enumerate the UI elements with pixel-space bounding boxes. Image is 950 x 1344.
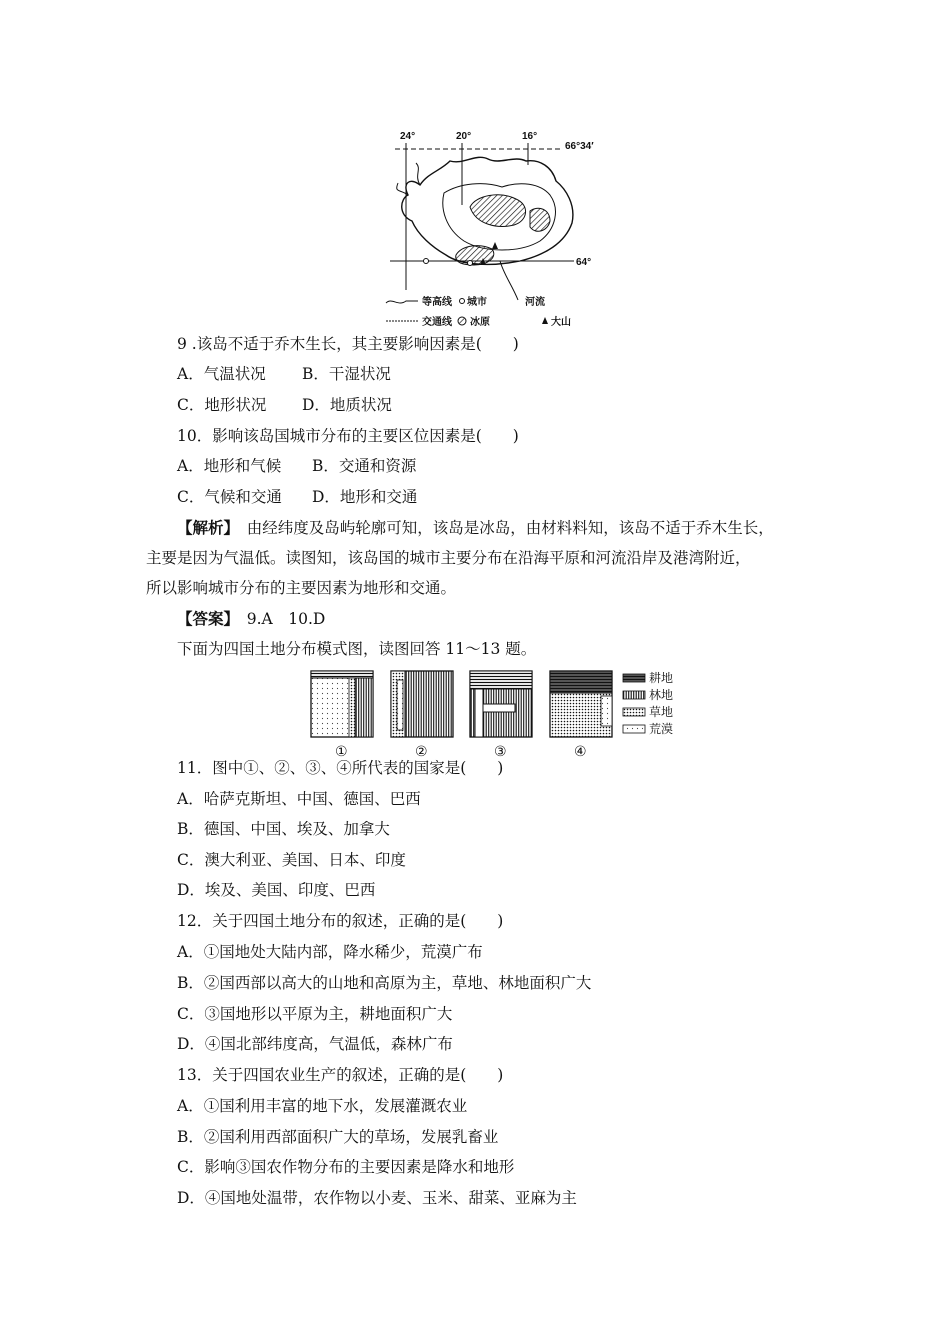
land-panel-2 — [391, 671, 453, 737]
q12-option-d: D．④国北部纬度高，气温低，森林广布 — [177, 1035, 453, 1053]
mountain-marker — [492, 242, 498, 249]
q9-stem: 9 .该岛不适于乔木生长，其主要影响因素是( ) — [177, 335, 519, 353]
analysis-line-1 — [177, 518, 774, 538]
contour-legend-icon — [386, 301, 418, 303]
mountain-legend-icon — [542, 317, 548, 324]
ice-cap-east — [530, 208, 550, 231]
legend-forest: 林地 — [649, 688, 674, 702]
city-marker — [424, 259, 429, 264]
q10-option-d: D．地形和交通 — [312, 488, 418, 506]
analysis-label: 【解析】 — [177, 518, 232, 537]
q12-option-a: A．①国地处大陆内部，降水稀少，荒漠广布 — [177, 943, 483, 961]
q11-option-a: A．哈萨克斯坦、中国、德国、巴西 — [177, 790, 421, 808]
legend-ice: 冰原 — [470, 317, 490, 328]
q10-option-b: B．交通和资源 — [312, 457, 417, 475]
ice-cap-south — [456, 246, 494, 265]
legend-mountain: 大山 — [551, 317, 571, 328]
panel-label-2: ② — [415, 743, 428, 759]
land-use-figure — [305, 666, 685, 762]
q11-option-b: B．德国、中国、埃及、加拿大 — [177, 820, 390, 838]
city-marker — [468, 261, 473, 266]
analysis-text-3: 所以影响城市分布的主要因素为地形和交通。 — [146, 579, 457, 597]
q13-option-d: D．④国地处温带，农作物以小麦、玉米、甜菜、亚麻为主 — [177, 1189, 577, 1207]
legend-farmland: 耕地 — [649, 671, 674, 685]
legend-city: 城市 — [467, 297, 487, 308]
lon-label-24: 24° — [400, 131, 416, 142]
panel-label-3: ③ — [494, 743, 507, 759]
q11-stem: 11．图中①、②、③、④所代表的国家是( ) — [177, 759, 504, 777]
q11-option-d: D．埃及、美国、印度、巴西 — [177, 881, 376, 899]
q12-stem: 12．关于四国土地分布的叙述，正确的是( ) — [177, 912, 504, 930]
analysis-text-1: 由经纬度及岛屿轮廓可知，该岛是冰岛，由材料料知，该岛不适于乔木生长， — [231, 519, 774, 537]
q11-13-intro: 下面为四国土地分布模式图，读图回答 11～13 题。 — [177, 640, 537, 658]
fjord-lines — [397, 163, 420, 195]
legend-river: 河流 — [525, 297, 545, 308]
legend-desert: 荒漠 — [649, 722, 674, 736]
q10-stem: 10．影响该岛国城市分布的主要区位因素是( ) — [177, 427, 519, 445]
analysis-text-2: 主要是因为气温低。读图知，该岛国的城市主要分布在沿海平原和河流沿岸及港湾附近， — [146, 549, 751, 567]
legend-grassland: 草地 — [649, 705, 674, 719]
q13-stem: 13．关于四国农业生产的叙述，正确的是( ) — [177, 1066, 504, 1084]
q11-option-c: C．澳大利亚、美国、日本、印度 — [177, 851, 406, 869]
land-panel-4 — [550, 671, 612, 737]
q13-option-a: A．①国利用丰富的地下水，发展灌溉农业 — [177, 1097, 468, 1115]
lon-label-20: 20° — [456, 131, 472, 142]
legend-transport: 交通线 — [422, 317, 452, 328]
legend-forest-swatch — [623, 691, 645, 699]
answer-line — [177, 609, 325, 629]
river-line — [500, 261, 518, 300]
land-panel-1 — [311, 671, 373, 737]
answer-text: 9.A 10.D — [231, 610, 326, 628]
q10-option-a: A．地形和气候 — [177, 457, 282, 475]
q12-option-b: B．②国西部以高大的山地和高原为主，草地、林地面积广大 — [177, 974, 592, 992]
panel-label-1: ① — [335, 743, 348, 759]
q9-option-d: D．地质状况 — [302, 396, 392, 414]
iceland-map-figure — [380, 125, 610, 330]
answer-label: 【答案】 — [177, 609, 232, 628]
land-panel-3 — [470, 671, 532, 737]
q10-option-c: C．气候和交通 — [177, 488, 282, 506]
q9-option-b: B．干湿状况 — [302, 365, 391, 383]
city-legend-icon — [460, 299, 465, 304]
legend-contour: 等高线 — [422, 297, 452, 308]
q9-option-c: C．地形状况 — [177, 396, 267, 414]
legend-grassland-swatch — [623, 708, 645, 716]
legend-farmland-swatch — [623, 674, 645, 682]
lat-label-64: 64° — [576, 257, 592, 268]
lon-label-16: 16° — [522, 131, 538, 142]
ice-legend-icon — [458, 317, 466, 325]
lat-label-arctic: 66°34′ — [565, 141, 594, 152]
q13-option-c: C．影响③国农作物分布的主要因素是降水和地形 — [177, 1158, 515, 1176]
panel-label-4: ④ — [574, 743, 587, 759]
q13-option-b: B．②国利用西部面积广大的草场，发展乳畜业 — [177, 1128, 499, 1146]
q12-option-c: C．③国地形以平原为主，耕地面积广大 — [177, 1005, 453, 1023]
ice-cap-north — [470, 195, 526, 227]
legend-desert-swatch — [623, 725, 645, 733]
q9-option-a: A．气温状况 — [177, 365, 266, 383]
